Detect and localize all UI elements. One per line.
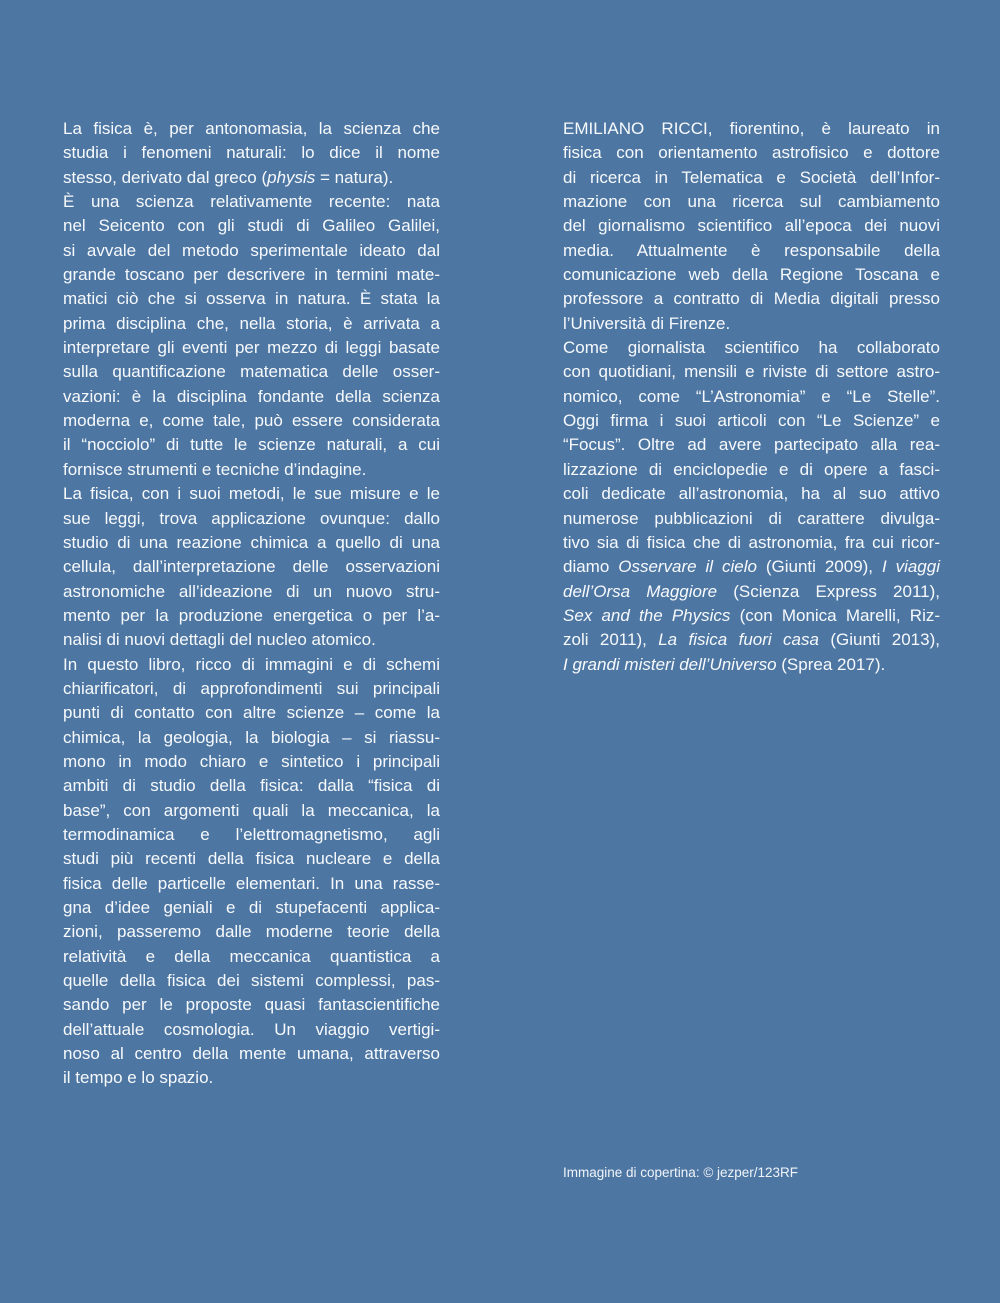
text-segment: comunicazione web della Regione Toscana e (563, 265, 940, 285)
text-segment: dell’attuale cosmologia. Un viaggio vertigi- (63, 1019, 440, 1039)
text-segment: matici ciò che si osserva in natura. È stata la (63, 289, 440, 309)
text-line (63, 1066, 440, 1090)
text-line (63, 726, 440, 750)
text-line (63, 1042, 440, 1066)
text-segment: sulla quantificazione matematica delle osser- (63, 362, 440, 382)
text-line (63, 993, 440, 1017)
text-segment: professore a contratto di Media digitali presso (563, 289, 940, 309)
text-segment: numerose pubblicazioni di carattere divulga- (563, 508, 940, 528)
text-line (63, 677, 440, 701)
text-line (563, 531, 940, 555)
paragraph (63, 190, 440, 482)
text-line (563, 458, 940, 482)
author-bio-column (563, 117, 940, 677)
text-line (63, 628, 440, 652)
text-line (63, 117, 440, 141)
text-line (63, 507, 440, 531)
text-line (63, 141, 440, 165)
text-segment: chiarificatori, di approfondimenti sui principali (63, 678, 440, 698)
text-segment: vazioni: è la disciplina fondante della scienza (63, 386, 440, 406)
text-line (63, 1018, 440, 1042)
book-description-column (63, 117, 440, 1091)
text-line (63, 945, 440, 969)
text-segment: astronomiche all’ideazione di un nuovo stru- (63, 581, 440, 601)
text-line (563, 385, 940, 409)
text-line (63, 214, 440, 238)
text-segment: interpretare gli eventi per mezzo di leggi basate (63, 338, 440, 358)
text-line (63, 580, 440, 604)
text-segment: nel Seicento con gli studi di Galileo Galilei, (63, 216, 440, 236)
cover-image-credit: Immagine di copertina: © jezper/123RF (563, 1165, 799, 1180)
text-line (63, 750, 440, 774)
text-line (563, 336, 940, 360)
text-segment: si avvale del metodo sperimentale ideato dal (63, 240, 440, 260)
text-segment: grande toscano per descrivere in termini mate- (63, 265, 440, 285)
text-segment: (Giunti 2013), (818, 630, 940, 650)
text-line (63, 774, 440, 798)
italic-text-segment: physis (267, 167, 316, 187)
text-segment: studio di una reazione chimica a quello di una (63, 532, 440, 552)
text-line (63, 166, 440, 190)
text-segment: prima disciplina che, nella storia, è arrivata a (63, 313, 440, 333)
text-line (63, 531, 440, 555)
text-line (63, 239, 440, 263)
text-line (563, 409, 940, 433)
text-segment: media. Attualmente è responsabile della (563, 240, 940, 260)
text-line (63, 360, 440, 384)
text-line (63, 433, 440, 457)
text-line (563, 653, 940, 677)
text-line (63, 312, 440, 336)
text-line (63, 823, 440, 847)
text-segment: di ricerca in Telematica e Società dell’Infor- (563, 167, 940, 187)
text-segment: mono in modo chiaro e sintetico i principali (63, 751, 440, 771)
text-line (563, 604, 940, 628)
text-segment: mazione con una ricerca sul cambiamento (563, 192, 940, 212)
text-segment: coli dedicate all’astronomia, ha al suo attivo (563, 484, 940, 504)
italic-text-segment: dell’Orsa Maggiore (563, 581, 718, 601)
text-segment: diamo (563, 557, 619, 577)
text-segment: il tempo e lo spazio. (63, 1068, 214, 1088)
text-segment: termodinamica e l’elettromagnetismo, agli (63, 824, 440, 844)
text-line (563, 166, 940, 190)
paragraph (563, 117, 940, 336)
text-line (63, 896, 440, 920)
text-segment: EMILIANO RICCI, fiorentino, è laureato in (563, 119, 940, 138)
text-line (563, 239, 940, 263)
text-line (63, 799, 440, 823)
text-segment: studia i fenomeni naturali: lo dice il nome (63, 143, 440, 163)
text-segment: punti di contatto con altre scienze – come la (63, 703, 440, 723)
text-segment: moderna e, come tale, può essere considerata (63, 411, 440, 431)
text-line (563, 433, 940, 457)
text-segment: È una scienza relativamente recente: nata (63, 192, 440, 212)
text-segment: (con Monica Marelli, Riz- (730, 605, 941, 625)
text-line (63, 555, 440, 579)
text-segment: zoli 2011), (563, 630, 659, 650)
text-segment: Come giornalista scientifico ha collaborato (563, 338, 940, 358)
text-line (63, 969, 440, 993)
paragraph (63, 653, 440, 1091)
text-line (63, 336, 440, 360)
text-line (63, 701, 440, 725)
text-segment: Oggi firma i suoi articoli con “Le Scienze” e (563, 411, 940, 431)
text-segment: studi più recenti della fisica nucleare e della (63, 849, 440, 869)
text-line (563, 117, 940, 141)
italic-text-segment: I grandi misteri dell’Universo (563, 654, 777, 674)
text-line (63, 287, 440, 311)
text-segment: con quotidiani, mensili e riviste di settore astro- (563, 362, 940, 382)
text-line (563, 263, 940, 287)
text-line (563, 555, 940, 579)
text-segment: (Giunti 2009), (756, 557, 882, 577)
text-segment: noso al centro della mente umana, attraverso (63, 1044, 440, 1064)
text-segment: zioni, passeremo dalle moderne teorie della (63, 922, 440, 942)
text-segment: chimica, la geologia, la biologia – si riassu- (63, 727, 440, 747)
paragraph (563, 336, 940, 677)
text-segment: tivo sia di fisica che di astronomia, fra cui ricor- (563, 532, 940, 552)
text-line (63, 847, 440, 871)
text-segment: il “nocciolo” di tutte le scienze naturali, a cui (63, 435, 440, 455)
text-segment: fisica delle particelle elementari. In una rasse- (63, 873, 440, 893)
text-segment: sue leggi, trova applicazione ovunque: dallo (63, 508, 440, 528)
text-segment: “Focus”. Oltre ad avere partecipato alla rea- (563, 435, 940, 455)
text-line (63, 482, 440, 506)
text-line (563, 628, 940, 652)
text-segment: mento per la produzione energetica o per l’a- (63, 605, 440, 625)
italic-text-segment: I viaggi (881, 557, 940, 577)
text-line (63, 190, 440, 214)
text-line (563, 190, 940, 214)
paragraph (63, 117, 440, 190)
text-segment: l’Università di Firenze. (563, 313, 731, 333)
text-segment: = natura). (315, 167, 394, 187)
text-line (563, 482, 940, 506)
text-line (563, 507, 940, 531)
text-segment: gna d’idee geniali e di stupefacenti applica- (63, 898, 440, 917)
text-segment: fisica con orientamento astrofisico e dottore (563, 143, 940, 163)
text-segment: del giornalismo scientifico all’epoca dei nuovi (563, 216, 940, 236)
text-line (563, 580, 940, 604)
text-line (563, 214, 940, 238)
text-line (63, 653, 440, 677)
text-line (63, 872, 440, 896)
italic-text-segment: La fisica fuori casa (658, 630, 819, 650)
text-line (63, 263, 440, 287)
text-line (63, 409, 440, 433)
text-segment: lizzazione di enciclopedie e di opere a fasci- (563, 459, 940, 479)
text-line (563, 312, 940, 336)
italic-text-segment: Osservare il cielo (618, 557, 757, 577)
text-segment: quelle della fisica dei sistemi complessi, pas- (63, 971, 440, 991)
text-line (63, 604, 440, 628)
text-segment: cellula, dall’interpretazione delle osservazioni (63, 557, 440, 577)
text-segment: relatività e della meccanica quantistica a (63, 946, 440, 966)
text-line (63, 385, 440, 409)
text-segment: La fisica, con i suoi metodi, le sue misure e le (63, 484, 440, 504)
text-segment: base”, con argomenti quali la meccanica, la (63, 800, 440, 820)
text-segment: In questo libro, ricco di immagini e di schemi (63, 654, 440, 674)
paragraph (63, 482, 440, 652)
text-segment: nomico, come “L’Astronomia” e “Le Stelle”. (563, 386, 940, 406)
text-line (63, 920, 440, 944)
italic-text-segment: Sex and the Physics (563, 605, 731, 625)
text-segment: fornisce strumenti e tecniche d’indagine. (63, 459, 367, 479)
text-segment: (Sprea 2017). (776, 654, 886, 674)
text-segment: La fisica è, per antonomasia, la scienza che (63, 119, 440, 138)
text-segment: sando per le proposte quasi fantascientifiche (63, 995, 440, 1015)
text-line (563, 141, 940, 165)
text-segment: (Scienza Express 2011), (717, 581, 940, 601)
text-line (63, 458, 440, 482)
text-line (563, 287, 940, 311)
text-segment: ambiti di studio della fisica: dalla “fisica di (63, 776, 440, 796)
text-segment: nalisi di nuovi dettagli del nucleo atomico. (63, 630, 376, 650)
text-segment: stesso, derivato dal greco ( (63, 167, 268, 187)
text-line (563, 360, 940, 384)
